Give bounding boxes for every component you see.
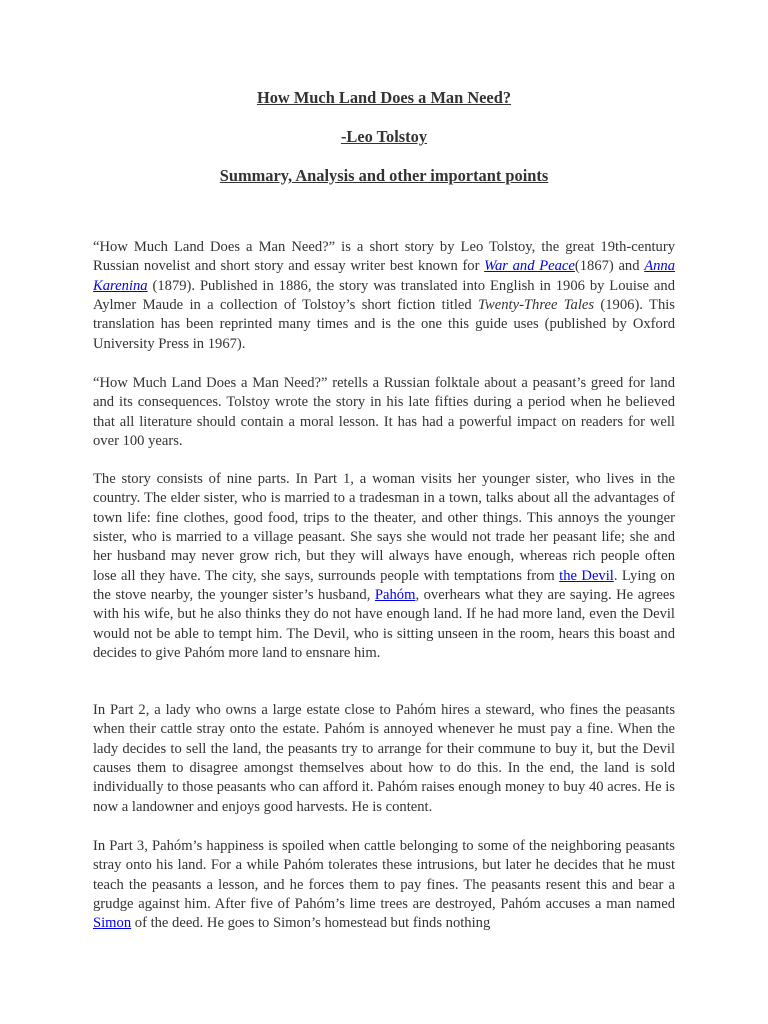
simon-link[interactable]: Simon <box>93 915 132 932</box>
pahom-link[interactable]: Pahóm <box>374 587 416 604</box>
paragraph-part-1 <box>93 470 675 663</box>
paragraph-part-2: In Part 2, a lady who owns a large estate close to Pahóm hires a steward, who fines the peasants when their cattle stray onto the estate. Pahóm is annoyed whenever he must pay a fine. When the lady decides to sell the land, the peasants try to arrange for their commune to buy it, but the Devil causes them to disagree amongst themselves about how to do this. In the end, the land is sold individually to those peasants who can afford it. Pahóm raises enough money to buy 40 acres. He is now a landowner and enjoys good harvests. He is content. <box>93 702 675 815</box>
paragraph-text: “How Much Land Does a Man Need?” is a short story by Leo Tolstoy, the great 19th-century Russian novelist and short story and essay writer best known for <box>93 239 675 275</box>
paragraph-text: (1906). This translation has been reprinted many times and is the one this guide uses (published by Oxford University Press in 1967). <box>93 297 675 352</box>
paragraph-text: of the deed. He goes to Simon’s homestead but finds nothing <box>131 915 491 932</box>
document-author: -Leo Tolstoy <box>340 127 428 146</box>
paragraph-part-3 <box>93 837 675 934</box>
paragraph-folktale: “How Much Land Does a Man Need?” retells a Russian folktale about a peasant’s greed for land and its consequences. Tolstoy wrote the story in his late fifties during a period when he believed that all literature should contain a moral lesson. It has had a powerful impact on readers for well over 100 years. <box>93 375 675 450</box>
document-subtitle: Summary, Analysis and other important points <box>219 166 549 185</box>
war-and-peace-link[interactable] <box>484 258 575 274</box>
war-and-peace-link-text: War and Peace <box>484 258 575 275</box>
paragraph-text: (1879). Published in 1886, the story was translated into English in 1906 by Louise and Aylmer Maude in a collection of Tolstoy’s short fiction titled <box>93 277 675 314</box>
paragraph-text: (1867) and <box>574 258 645 275</box>
paragraph-intro <box>93 238 675 354</box>
paragraph-text: In Part 3, Pahóm’s happiness is spoiled when cattle belonging to some of the neighboring peasants stray onto his land. For a while Pahóm tolerates these intrusions, but later he decides that he must teach the peasants a lesson, and he forces them to pay fines. The peasants resent this and bear a grudge against him. After five of Pahóm’s lime trees are destroyed, Pahóm accuses a man named <box>93 838 675 913</box>
anna-karenina-link-text: Anna Karenina <box>93 258 676 294</box>
document-title: How Much Land Does a Man Need? <box>256 88 512 107</box>
paragraph-text: The story consists of nine parts. In Part 1, a woman visits her younger sister, who lives in the country. The elder sister, who is married to a tradesman in a town, talks about all the advantages of town life: fine clothes, good food, trips to the theater, and other things. This annoys the younger sister, who is married to a village peasant. She says she would not trade her peasant life; she and her husband may never grow rich, but they will always have enough, whereas rich people often lose all they have. The city, she says, surrounds people with temptations from <box>93 471 675 584</box>
the-devil-link[interactable]: the Devil <box>559 567 614 584</box>
paragraph-text: , overhears what they are saying. He agrees with his wife, but he also thinks they do not have enough land. If he had more land, even the Devil would not be able to tempt him. The Devil, who is sitting unseen in the room, hears this boast and decides to give Pahóm more land to ensnare him. <box>93 587 675 662</box>
paragraph-text: . Lying on the stove nearby, the younger sister’s husband, <box>93 567 676 604</box>
book-title-twenty-three-tales: Twenty-Three Tales <box>478 297 595 314</box>
